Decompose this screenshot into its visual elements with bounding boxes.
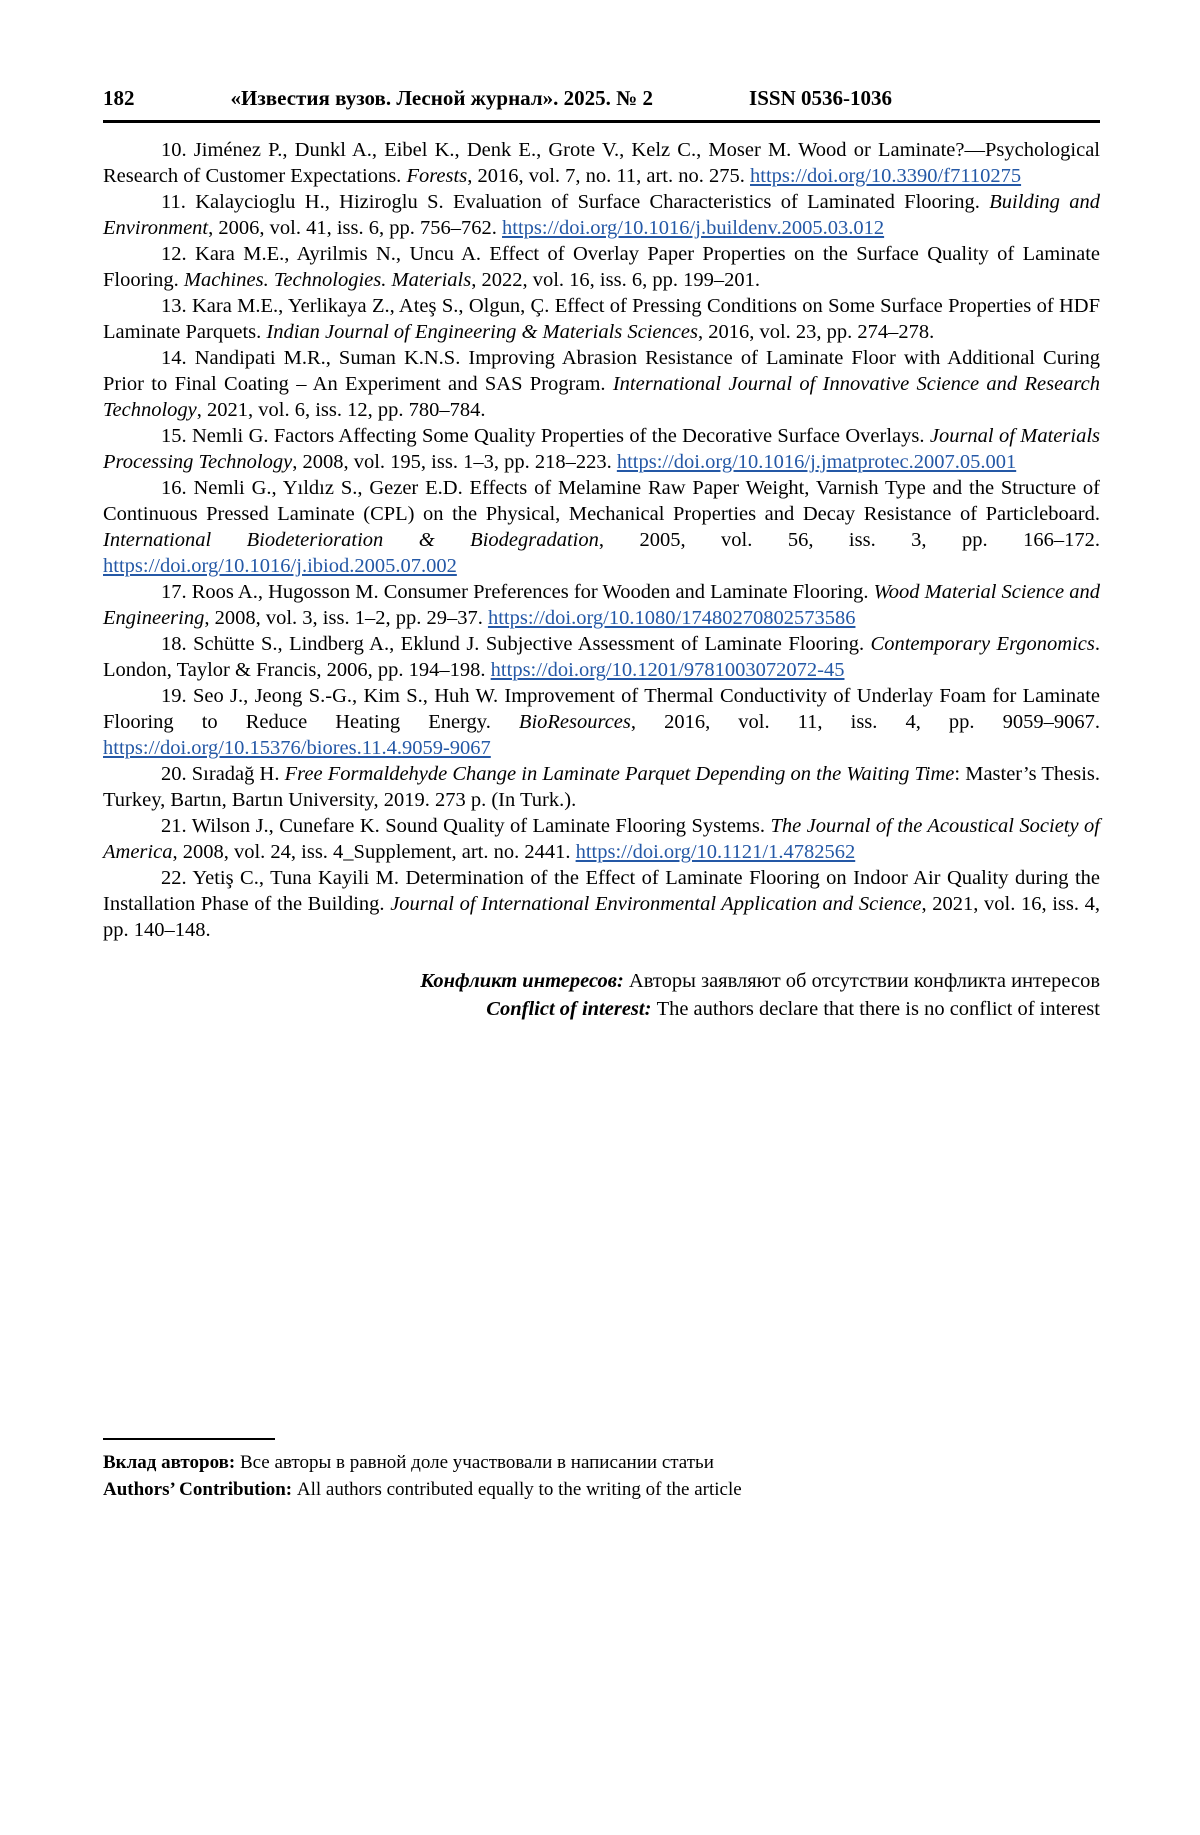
text-segment: Contemporary Ergonomics: [870, 633, 1095, 655]
doi-link[interactable]: https://doi.org/10.15376/biores.11.4.9059-9067: [103, 737, 491, 759]
doi-link[interactable]: https://doi.org/10.1016/j.buildenv.2005.03.012: [502, 217, 885, 239]
conflict-statement-en: [103, 995, 1100, 1023]
reference-item: [103, 241, 1100, 293]
text-segment: Authors’ Contribution:: [103, 1479, 297, 1500]
text-segment: Conflict of interest:: [486, 998, 657, 1020]
contribution-statement-ru: [103, 1449, 1100, 1476]
text-segment: , 2008, vol. 24, iss. 4_Supplement, art. no. 2441.: [172, 841, 576, 863]
text-segment: 19. Seo J., Jeong S.-G., Kim S., Huh W. Improvement of Thermal Conductivity of Underlay Foam for Laminate Flooring to Reduce Heating Energy.: [103, 685, 1100, 733]
text-segment: Конфликт интересов:: [420, 970, 629, 992]
reference-item: [103, 761, 1100, 813]
text-segment: 16. Nemli G., Yıldız S., Gezer E.D. Effects of Melamine Raw Paper Weight, Varnish Type and the Structure of Continuous Pressed Laminate (CPL) on the Physical, Mechanical Properties and Decay Resistance of Particleboard.: [103, 477, 1100, 525]
text-segment: , 2022, vol. 16, iss. 6, pp. 199–201.: [471, 269, 760, 291]
issn-label: ISSN 0536-1036: [749, 86, 892, 110]
text-segment: , 2008, vol. 3, iss. 1–2, pp. 29–37.: [204, 607, 488, 629]
text-segment: 12. Kara M.E., Ayrilmis N., Uncu A. Effect of Overlay Paper Properties on the Surface Quality of Laminate Flooring.: [103, 243, 1100, 291]
page-number: 182: [103, 86, 135, 110]
text-segment: BioResources: [518, 711, 631, 733]
conflict-statement-ru: [103, 967, 1100, 995]
text-segment: 17. Roos A., Hugosson M. Consumer Preferences for Wooden and Laminate Flooring.: [161, 581, 874, 603]
text-segment: Авторы заявляют об отсутствии конфликта интересов: [628, 970, 1100, 992]
text-segment: Journal of Materials Processing Technology: [103, 425, 1101, 473]
text-segment: Indian Journal of Engineering & Materials Sciences: [266, 321, 698, 343]
doi-link[interactable]: https://doi.org/10.3390/f7110275: [750, 165, 1022, 187]
text-segment: 21. Wilson J., Cunefare K. Sound Quality of Laminate Flooring Systems.: [161, 815, 771, 837]
text-segment: Вклад авторов:: [103, 1452, 240, 1473]
text-segment: , 2008, vol. 195, iss. 1–3, pp. 218–223.: [292, 451, 617, 473]
text-segment: 20. Sıradağ H.: [161, 763, 285, 785]
text-segment: , 2005, vol. 56, iss. 3, pp. 166–172.: [598, 529, 1100, 551]
reference-item: [103, 631, 1100, 683]
authors-contribution-footnote: [103, 1438, 1100, 1503]
text-segment: 10. Jiménez P., Dunkl A., Eibel K., Denk E., Grote V., Kelz C., Moser M. Wood or Laminate?—Psychological Research of Customer Expectations.: [103, 139, 1100, 187]
doi-link[interactable]: https://doi.org/10.1080/17480270802573586: [487, 607, 856, 629]
text-segment: The authors declare that there is no conflict of interest: [656, 998, 1100, 1020]
text-segment: 11. Kalaycioglu H., Hiziroglu S. Evaluation of Surface Characteristics of Laminated Flooring.: [161, 191, 990, 213]
text-segment: 15. Nemli G. Factors Affecting Some Quality Properties of the Decorative Surface Overlays.: [161, 425, 930, 447]
contribution-statement-en: [103, 1476, 1100, 1503]
doi-link[interactable]: https://doi.org/10.1121/1.4782562: [575, 841, 856, 863]
text-segment: Все авторы в равной доле участвовали в написании статьи: [239, 1452, 714, 1473]
text-segment: Machines. Technologies. Materials: [183, 269, 472, 291]
doi-link[interactable]: https://doi.org/10.1201/9781003072072-45: [490, 659, 845, 681]
reference-item: [103, 423, 1100, 475]
reference-item: [103, 813, 1100, 865]
text-segment: 14. Nandipati M.R., Suman K.N.S. Improving Abrasion Resistance of Laminate Floor with Additional Curing Prior to Final Coating – An Experiment and SAS Program.: [103, 347, 1100, 395]
footnote-rule: [103, 1438, 275, 1440]
reference-item: [103, 189, 1100, 241]
text-segment: , 2021, vol. 6, iss. 12, pp. 780–784.: [196, 399, 486, 421]
references-list: [103, 137, 1100, 943]
reference-item: [103, 137, 1100, 189]
doi-link[interactable]: https://doi.org/10.1016/j.jmatprotec.2007.05.001: [616, 451, 1017, 473]
text-segment: , 2016, vol. 23, pp. 274–278.: [697, 321, 935, 343]
text-segment: Free Formaldehyde Change in Laminate Parquet Depending on the Waiting Time: [284, 763, 955, 785]
reference-item: [103, 345, 1100, 423]
reference-item: [103, 579, 1100, 631]
text-segment: All authors contributed equally to the writing of the article: [296, 1479, 742, 1500]
text-segment: , 2006, vol. 41, iss. 6, pp. 756–762.: [208, 217, 502, 239]
text-segment: , 2021, vol. 16, iss. 4, pp. 140–148.: [103, 893, 1100, 941]
conflict-of-interest-block: [103, 967, 1100, 1023]
text-segment: Forests: [406, 165, 468, 187]
reference-item: [103, 865, 1100, 943]
text-segment: , 2016, vol. 7, no. 11, art. no. 275.: [467, 165, 750, 187]
reference-item: [103, 293, 1100, 345]
text-segment: 13. Kara M.E., Yerlikaya Z., Ateş S., Olgun, Ç. Effect of Pressing Conditions on Some Surface Properties of HDF Laminate Parquets.: [103, 295, 1100, 343]
page-header: [103, 86, 1100, 111]
header-rule: [103, 120, 1100, 123]
text-segment: Journal of International Environmental Application and Science: [390, 893, 922, 915]
text-segment: 18. Schütte S., Lindberg A., Eklund J. Subjective Assessment of Laminate Flooring.: [161, 633, 871, 655]
text-segment: 22. Yetiş C., Tuna Kayili M. Determination of the Effect of Laminate Flooring on Indoor Air Quality during the Installation Phase of the Building.: [103, 867, 1100, 915]
text-segment: Wood Material Science and Engineering: [103, 581, 1100, 629]
text-segment: The Journal of the Acoustical Society of America: [103, 815, 1100, 863]
text-segment: . London, Taylor & Francis, 2006, pp. 194–198.: [103, 633, 1100, 681]
text-segment: : Master’s Thesis. Turkey, Bartın, Bartın University, 2019. 273 p. (In Turk.).: [103, 763, 1100, 811]
text-segment: International Journal of Innovative Science and Research Technology: [103, 373, 1100, 421]
text-segment: International Biodeterioration & Biodegradation: [103, 529, 599, 551]
doi-link[interactable]: https://doi.org/10.1016/j.ibiod.2005.07.002: [103, 555, 457, 577]
journal-title: «Известия вузов. Лесной журнал». 2025. № 2: [230, 86, 654, 110]
text-segment: Building and Environment: [103, 191, 1100, 239]
text-segment: , 2016, vol. 11, iss. 4, pp. 9059–9067.: [630, 711, 1100, 733]
reference-item: [103, 475, 1100, 579]
reference-item: [103, 683, 1100, 761]
